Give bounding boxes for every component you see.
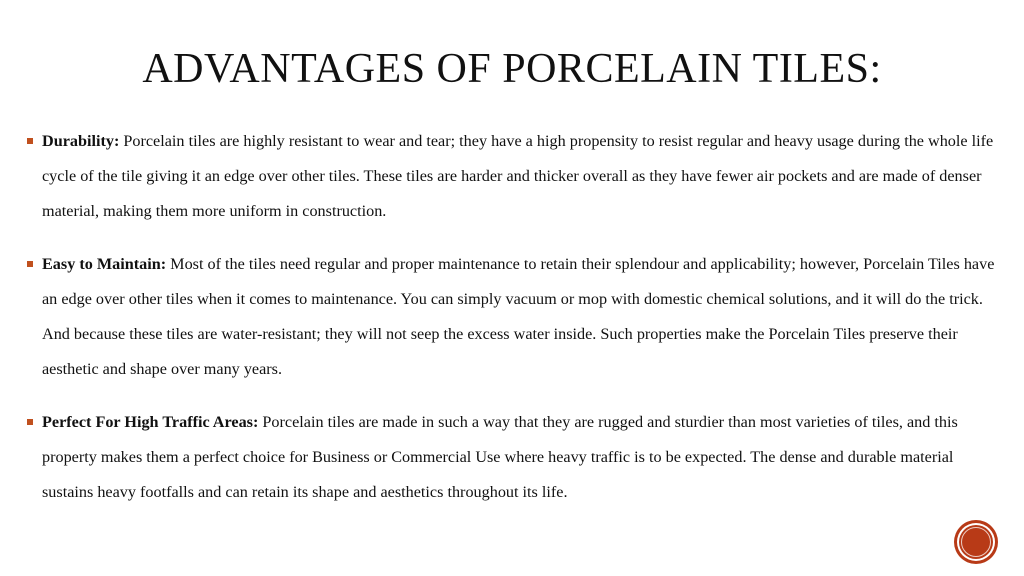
bullet-term: Durability: bbox=[42, 132, 120, 150]
bullet-item-durability bbox=[24, 124, 1004, 229]
bullet-term: Easy to Maintain: bbox=[42, 255, 167, 273]
badge-ring bbox=[961, 527, 991, 557]
bullet-text: Porcelain tiles are made in such a way that they are rugged and sturdier than most varieties of tiles, and this property makes them a perfect choice for Business or Commercial Use where heavy traffic is to be expected. The dense and durable material sustains heavy footfalls and can retain its shape and aesthetics throughout its life. bbox=[42, 413, 958, 501]
slide-number-badge-icon bbox=[957, 523, 995, 561]
bullet-text: Porcelain tiles are highly resistant to wear and tear; they have a high propensity to resist regular and heavy usage during the whole life cycle of the tile giving it an edge over other tiles. These tiles are harder and thicker overall as they have fewer air pockets and are made of denser material, making them more uniform in construction. bbox=[42, 132, 994, 220]
square-bullet-icon bbox=[27, 261, 33, 267]
bullet-item-easy-to-maintain bbox=[24, 247, 1004, 387]
bullet-list bbox=[24, 124, 1004, 528]
square-bullet-icon bbox=[27, 419, 33, 425]
bullet-term: Perfect For High Traffic Areas: bbox=[42, 413, 259, 431]
slide-title: ADVANTAGES OF PORCELAIN TILES: bbox=[142, 46, 882, 92]
square-bullet-icon bbox=[27, 138, 33, 144]
bullet-item-high-traffic bbox=[24, 405, 1004, 510]
bullet-text: Most of the tiles need regular and proper maintenance to retain their splendour and applicability; however, Porcelain Tiles have an edge over other tiles when it comes to maintenance. You can simply vacuum or mop with domestic chemical solutions, and it will do the trick. And because these tiles are water-resistant; they will not seep the excess water inside. Such properties make the Porcelain Tiles preserve their aesthetic and shape over many years. bbox=[42, 255, 995, 378]
